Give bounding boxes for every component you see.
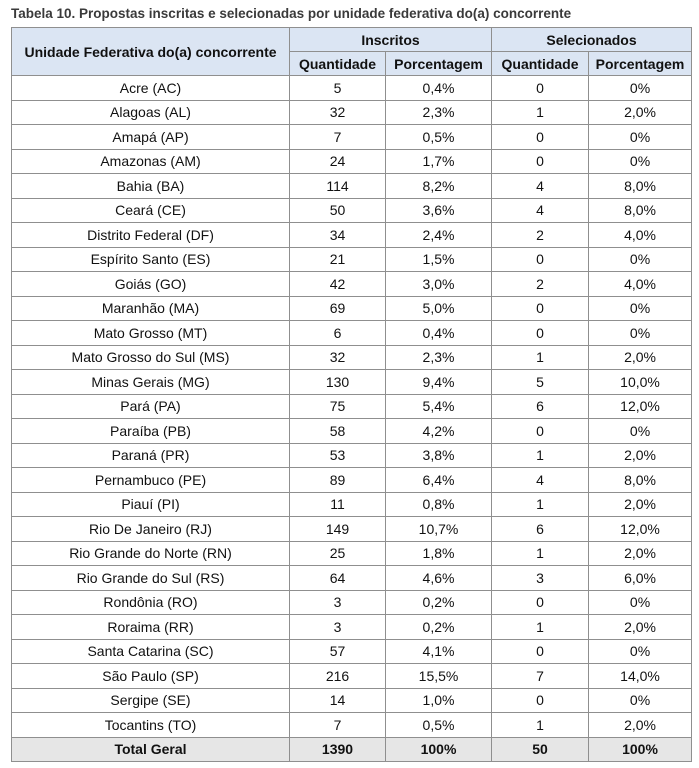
cell-selecionados-porcentagem: 2,0% [589, 541, 692, 566]
cell-selecionados-quantidade: 0 [492, 688, 589, 713]
header-selecionados-porcentagem: Porcentagem [589, 52, 692, 76]
table-row [12, 517, 692, 542]
cell-selecionados-quantidade: 0 [492, 296, 589, 321]
total-selecionados-porcentagem: 100% [589, 737, 692, 761]
cell-inscritos-porcentagem: 2,3% [386, 345, 492, 370]
cell-selecionados-porcentagem: 6,0% [589, 566, 692, 591]
cell-selecionados-quantidade: 7 [492, 664, 589, 689]
cell-selecionados-quantidade: 4 [492, 198, 589, 223]
cell-inscritos-quantidade: 64 [290, 566, 386, 591]
total-inscritos-quantidade: 1390 [290, 737, 386, 761]
cell-selecionados-quantidade: 4 [492, 174, 589, 199]
cell-inscritos-porcentagem: 10,7% [386, 517, 492, 542]
header-uf: Unidade Federativa do(a) concorrente [12, 28, 290, 76]
cell-inscritos-porcentagem: 15,5% [386, 664, 492, 689]
cell-selecionados-quantidade: 2 [492, 272, 589, 297]
cell-inscritos-quantidade: 57 [290, 639, 386, 664]
cell-inscritos-porcentagem: 0,4% [386, 76, 492, 101]
cell-uf: Mato Grosso do Sul (MS) [12, 345, 290, 370]
cell-selecionados-quantidade: 6 [492, 394, 589, 419]
cell-selecionados-porcentagem: 2,0% [589, 345, 692, 370]
cell-selecionados-quantidade: 0 [492, 247, 589, 272]
cell-selecionados-porcentagem: 0% [589, 419, 692, 444]
cell-inscritos-quantidade: 24 [290, 149, 386, 174]
table-row [12, 174, 692, 199]
cell-selecionados-porcentagem: 0% [589, 296, 692, 321]
cell-uf: Acre (AC) [12, 76, 290, 101]
table-row [12, 419, 692, 444]
cell-selecionados-porcentagem: 0% [589, 125, 692, 150]
cell-inscritos-porcentagem: 3,6% [386, 198, 492, 223]
cell-selecionados-porcentagem: 2,0% [589, 492, 692, 517]
cell-uf: Rio De Janeiro (RJ) [12, 517, 290, 542]
cell-selecionados-porcentagem: 2,0% [589, 713, 692, 738]
table-row [12, 468, 692, 493]
header-selecionados: Selecionados [492, 28, 692, 52]
cell-inscritos-porcentagem: 9,4% [386, 370, 492, 395]
header-inscritos-quantidade: Quantidade [290, 52, 386, 76]
table-row [12, 321, 692, 346]
cell-inscritos-quantidade: 3 [290, 615, 386, 640]
cell-inscritos-quantidade: 53 [290, 443, 386, 468]
cell-selecionados-porcentagem: 8,0% [589, 174, 692, 199]
cell-selecionados-quantidade: 1 [492, 100, 589, 125]
cell-selecionados-porcentagem: 2,0% [589, 443, 692, 468]
header-inscritos-porcentagem: Porcentagem [386, 52, 492, 76]
cell-selecionados-quantidade: 0 [492, 419, 589, 444]
cell-selecionados-porcentagem: 8,0% [589, 468, 692, 493]
table-row [12, 223, 692, 248]
cell-inscritos-porcentagem: 4,2% [386, 419, 492, 444]
cell-uf: Pernambuco (PE) [12, 468, 290, 493]
cell-inscritos-quantidade: 75 [290, 394, 386, 419]
cell-uf: Amapá (AP) [12, 125, 290, 150]
cell-uf: Rio Grande do Norte (RN) [12, 541, 290, 566]
header-inscritos: Inscritos [290, 28, 492, 52]
cell-inscritos-porcentagem: 4,6% [386, 566, 492, 591]
cell-uf: Pará (PA) [12, 394, 290, 419]
cell-inscritos-porcentagem: 4,1% [386, 639, 492, 664]
cell-inscritos-porcentagem: 5,0% [386, 296, 492, 321]
cell-uf: Paraná (PR) [12, 443, 290, 468]
cell-uf: Rondônia (RO) [12, 590, 290, 615]
cell-inscritos-quantidade: 7 [290, 713, 386, 738]
cell-uf: Ceará (CE) [12, 198, 290, 223]
cell-uf: Paraíba (PB) [12, 419, 290, 444]
total-row [12, 737, 692, 761]
cell-inscritos-quantidade: 21 [290, 247, 386, 272]
cell-inscritos-porcentagem: 1,7% [386, 149, 492, 174]
cell-selecionados-porcentagem: 0% [589, 76, 692, 101]
cell-inscritos-porcentagem: 0,2% [386, 615, 492, 640]
cell-uf: Distrito Federal (DF) [12, 223, 290, 248]
cell-selecionados-quantidade: 0 [492, 149, 589, 174]
header-selecionados-quantidade: Quantidade [492, 52, 589, 76]
uf-proposals-table [11, 27, 692, 762]
cell-selecionados-porcentagem: 0% [589, 149, 692, 174]
cell-selecionados-quantidade: 4 [492, 468, 589, 493]
cell-inscritos-porcentagem: 5,4% [386, 394, 492, 419]
table-row [12, 247, 692, 272]
table-row [12, 615, 692, 640]
table-row [12, 639, 692, 664]
total-inscritos-porcentagem: 100% [386, 737, 492, 761]
cell-inscritos-quantidade: 7 [290, 125, 386, 150]
cell-inscritos-quantidade: 42 [290, 272, 386, 297]
cell-inscritos-porcentagem: 0,8% [386, 492, 492, 517]
cell-selecionados-porcentagem: 12,0% [589, 517, 692, 542]
cell-inscritos-quantidade: 25 [290, 541, 386, 566]
cell-selecionados-quantidade: 1 [492, 492, 589, 517]
cell-selecionados-quantidade: 3 [492, 566, 589, 591]
table-row [12, 296, 692, 321]
table-row [12, 198, 692, 223]
cell-selecionados-porcentagem: 0% [589, 321, 692, 346]
cell-inscritos-quantidade: 58 [290, 419, 386, 444]
cell-uf: Roraima (RR) [12, 615, 290, 640]
table-body [12, 76, 692, 738]
cell-selecionados-porcentagem: 0% [589, 247, 692, 272]
cell-selecionados-porcentagem: 4,0% [589, 272, 692, 297]
cell-selecionados-quantidade: 1 [492, 713, 589, 738]
cell-selecionados-quantidade: 6 [492, 517, 589, 542]
cell-inscritos-porcentagem: 1,8% [386, 541, 492, 566]
table-row [12, 76, 692, 101]
table-row [12, 664, 692, 689]
cell-inscritos-quantidade: 149 [290, 517, 386, 542]
cell-selecionados-quantidade: 2 [492, 223, 589, 248]
table-row [12, 100, 692, 125]
table-footer [12, 737, 692, 761]
cell-uf: Alagoas (AL) [12, 100, 290, 125]
cell-selecionados-quantidade: 1 [492, 615, 589, 640]
cell-uf: Piauí (PI) [12, 492, 290, 517]
cell-uf: Tocantins (TO) [12, 713, 290, 738]
cell-inscritos-porcentagem: 3,8% [386, 443, 492, 468]
cell-inscritos-porcentagem: 2,3% [386, 100, 492, 125]
cell-selecionados-porcentagem: 0% [589, 688, 692, 713]
cell-inscritos-porcentagem: 0,4% [386, 321, 492, 346]
cell-inscritos-quantidade: 6 [290, 321, 386, 346]
cell-inscritos-porcentagem: 1,0% [386, 688, 492, 713]
cell-selecionados-quantidade: 0 [492, 590, 589, 615]
cell-inscritos-quantidade: 34 [290, 223, 386, 248]
table-row [12, 443, 692, 468]
cell-selecionados-porcentagem: 8,0% [589, 198, 692, 223]
cell-uf: Rio Grande do Sul (RS) [12, 566, 290, 591]
cell-selecionados-quantidade: 0 [492, 76, 589, 101]
cell-inscritos-quantidade: 69 [290, 296, 386, 321]
cell-selecionados-porcentagem: 12,0% [589, 394, 692, 419]
cell-uf: Santa Catarina (SC) [12, 639, 290, 664]
cell-selecionados-quantidade: 1 [492, 443, 589, 468]
table-row [12, 688, 692, 713]
cell-uf: Sergipe (SE) [12, 688, 290, 713]
cell-inscritos-porcentagem: 8,2% [386, 174, 492, 199]
cell-inscritos-quantidade: 14 [290, 688, 386, 713]
cell-inscritos-quantidade: 216 [290, 664, 386, 689]
cell-selecionados-quantidade: 1 [492, 345, 589, 370]
cell-uf: Mato Grosso (MT) [12, 321, 290, 346]
cell-selecionados-porcentagem: 10,0% [589, 370, 692, 395]
table-row [12, 370, 692, 395]
cell-uf: Goiás (GO) [12, 272, 290, 297]
cell-selecionados-porcentagem: 4,0% [589, 223, 692, 248]
table-row [12, 541, 692, 566]
cell-inscritos-quantidade: 130 [290, 370, 386, 395]
cell-inscritos-porcentagem: 1,5% [386, 247, 492, 272]
cell-selecionados-quantidade: 0 [492, 321, 589, 346]
total-label: Total Geral [12, 737, 290, 761]
cell-inscritos-quantidade: 50 [290, 198, 386, 223]
cell-inscritos-quantidade: 3 [290, 590, 386, 615]
table-row [12, 590, 692, 615]
cell-uf: Amazonas (AM) [12, 149, 290, 174]
cell-uf: São Paulo (SP) [12, 664, 290, 689]
table-row [12, 713, 692, 738]
cell-selecionados-quantidade: 0 [492, 639, 589, 664]
cell-uf: Espírito Santo (ES) [12, 247, 290, 272]
cell-inscritos-quantidade: 32 [290, 100, 386, 125]
cell-inscritos-porcentagem: 0,2% [386, 590, 492, 615]
table-row [12, 149, 692, 174]
table-row [12, 394, 692, 419]
cell-inscritos-quantidade: 32 [290, 345, 386, 370]
table-row [12, 566, 692, 591]
cell-inscritos-porcentagem: 2,4% [386, 223, 492, 248]
cell-inscritos-porcentagem: 0,5% [386, 713, 492, 738]
cell-selecionados-quantidade: 0 [492, 125, 589, 150]
table-row [12, 492, 692, 517]
cell-selecionados-porcentagem: 14,0% [589, 664, 692, 689]
cell-selecionados-quantidade: 1 [492, 541, 589, 566]
cell-inscritos-porcentagem: 3,0% [386, 272, 492, 297]
cell-inscritos-porcentagem: 6,4% [386, 468, 492, 493]
cell-inscritos-quantidade: 5 [290, 76, 386, 101]
cell-selecionados-porcentagem: 2,0% [589, 615, 692, 640]
cell-selecionados-porcentagem: 0% [589, 639, 692, 664]
cell-inscritos-quantidade: 89 [290, 468, 386, 493]
table-caption: Tabela 10. Propostas inscritas e selecionadas por unidade federativa do(a) concorrente [11, 6, 572, 21]
table-header [12, 28, 692, 76]
cell-selecionados-quantidade: 5 [492, 370, 589, 395]
table-row [12, 125, 692, 150]
cell-inscritos-quantidade: 114 [290, 174, 386, 199]
cell-uf: Maranhão (MA) [12, 296, 290, 321]
table-row [12, 345, 692, 370]
cell-inscritos-quantidade: 11 [290, 492, 386, 517]
cell-selecionados-porcentagem: 2,0% [589, 100, 692, 125]
cell-inscritos-porcentagem: 0,5% [386, 125, 492, 150]
cell-selecionados-porcentagem: 0% [589, 590, 692, 615]
cell-uf: Bahia (BA) [12, 174, 290, 199]
table-row [12, 272, 692, 297]
total-selecionados-quantidade: 50 [492, 737, 589, 761]
cell-uf: Minas Gerais (MG) [12, 370, 290, 395]
